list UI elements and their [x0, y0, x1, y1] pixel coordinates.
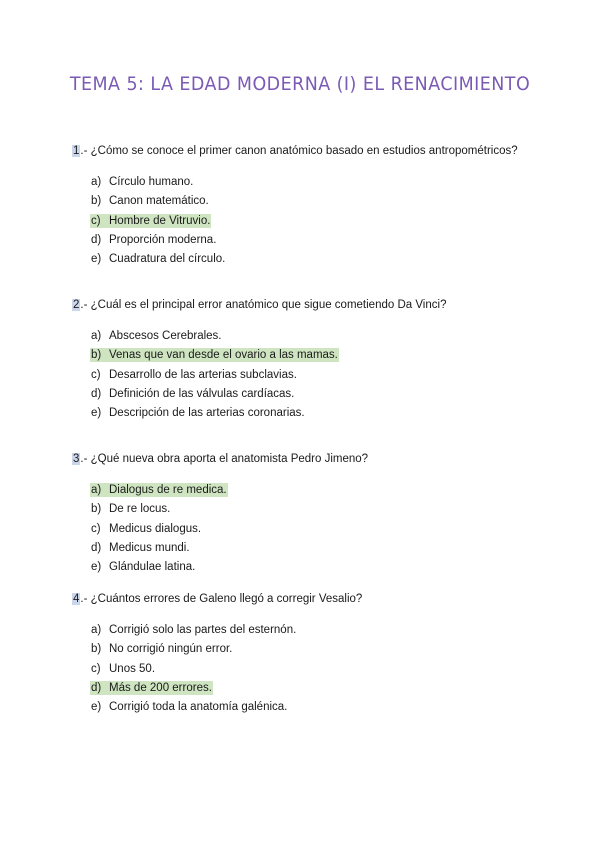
option-content [90, 522, 202, 536]
option-text: Descripción de las arterias coronarias. [109, 407, 305, 420]
question-text [72, 298, 572, 312]
option-a [90, 623, 297, 642]
option-letter: e) [91, 561, 102, 574]
option-text: Corrigió solo las partes del esternón. [109, 624, 297, 636]
option-text: Abscesos Cerebrales. [109, 330, 222, 342]
option-letter: b) [91, 643, 102, 656]
option-e [90, 252, 226, 271]
option-d [90, 387, 339, 406]
option-content [90, 387, 295, 401]
option-d [90, 681, 297, 700]
option-letter: e) [91, 407, 102, 420]
option-text: Hombre de Vitruvio. [109, 214, 211, 227]
question-prompt: .- ¿Cuál es el principal error anatómico que sigue cometiendo Da Vinci? [80, 299, 447, 311]
option-text: Unos 50. [109, 662, 156, 675]
option-content [90, 348, 339, 362]
option-letter: a) [91, 176, 102, 188]
option-letter: a) [91, 624, 102, 636]
option-d [90, 541, 228, 560]
question-text [72, 452, 572, 466]
option-text: Dialogus de re medica. [109, 484, 227, 496]
option-list [90, 329, 339, 425]
option-e [90, 560, 228, 579]
option-letter: c) [91, 522, 101, 535]
option-letter: d) [91, 233, 102, 246]
option-text: De re locus. [109, 503, 171, 516]
option-text: Canon matemático. [109, 195, 209, 208]
option-content [90, 483, 228, 497]
option-content [90, 642, 233, 656]
option-c [90, 368, 339, 387]
question-prompt: .- ¿Qué nueva obra aporta el anatomista Pedro Jimeno? [80, 453, 369, 465]
question-3 [72, 452, 572, 574]
option-letter: d) [91, 681, 102, 694]
option-text: Proporción moderna. [109, 233, 217, 246]
option-content [90, 623, 297, 637]
question-number: 1 [73, 145, 80, 157]
option-text: Medicus dialogus. [109, 522, 202, 535]
option-b [90, 642, 297, 661]
option-content [90, 252, 226, 266]
option-b [90, 194, 226, 213]
option-content [90, 541, 191, 555]
option-content [90, 662, 156, 676]
option-letter: a) [91, 330, 102, 342]
option-a [90, 329, 339, 348]
option-e [90, 700, 297, 719]
option-content [90, 329, 223, 343]
option-a [90, 483, 228, 502]
option-content [90, 368, 298, 382]
option-content [90, 406, 306, 420]
option-content [90, 233, 217, 247]
option-letter: d) [91, 541, 102, 554]
option-text: Desarrollo de las arterias subclavias. [109, 368, 297, 381]
option-c [90, 214, 226, 233]
question-prompt: .- ¿Cuántos errores de Galeno llegó a corregir Vesalio? [80, 593, 363, 605]
option-c [90, 522, 228, 541]
question-text [72, 144, 572, 158]
option-e [90, 406, 339, 425]
question-number: 3 [73, 453, 80, 465]
option-letter: c) [91, 662, 101, 675]
question-2 [72, 298, 572, 420]
option-content [90, 681, 213, 695]
option-text: Venas que van desde el ovario a las mamas. [109, 349, 338, 362]
option-letter: e) [91, 253, 102, 266]
option-list [90, 623, 297, 719]
question-text [72, 592, 572, 606]
option-content [90, 502, 171, 516]
option-c [90, 662, 297, 681]
option-letter: b) [91, 349, 102, 362]
question-4 [72, 592, 572, 714]
option-letter: d) [91, 387, 102, 400]
page-title: TEMA 5: LA EDAD MODERNA (I) EL RENACIMIENTO [69, 73, 531, 95]
option-text: Círculo humano. [109, 176, 194, 188]
question-prompt: .- ¿Cómo se conoce el primer canon anatómico basado en estudios antropométricos? [80, 145, 518, 157]
option-list [90, 175, 226, 271]
option-letter: a) [91, 484, 102, 496]
option-letter: c) [91, 214, 101, 227]
option-text: Glándulae latina. [109, 561, 196, 574]
option-list [90, 483, 228, 579]
option-content [90, 175, 194, 189]
option-text: No corrigió ningún error. [109, 643, 233, 656]
question-number: 4 [73, 593, 80, 605]
option-a [90, 175, 226, 194]
option-text: Corrigió toda la anatomía galénica. [109, 701, 288, 714]
option-letter: c) [91, 368, 101, 381]
option-text: Definición de las válvulas cardíacas. [109, 387, 295, 400]
question-number: 2 [73, 299, 80, 311]
option-content [90, 560, 196, 574]
option-text: Medicus mundi. [109, 541, 190, 554]
option-letter: b) [91, 195, 102, 208]
option-text: Cuadratura del círculo. [109, 253, 226, 266]
option-b [90, 348, 339, 367]
option-letter: b) [91, 503, 102, 516]
option-letter: e) [91, 701, 102, 714]
option-b [90, 502, 228, 521]
option-content [90, 194, 210, 208]
option-content [90, 700, 288, 714]
question-1 [72, 144, 572, 266]
option-text: Más de 200 errores. [109, 681, 212, 694]
option-content [90, 214, 211, 228]
option-d [90, 233, 226, 252]
